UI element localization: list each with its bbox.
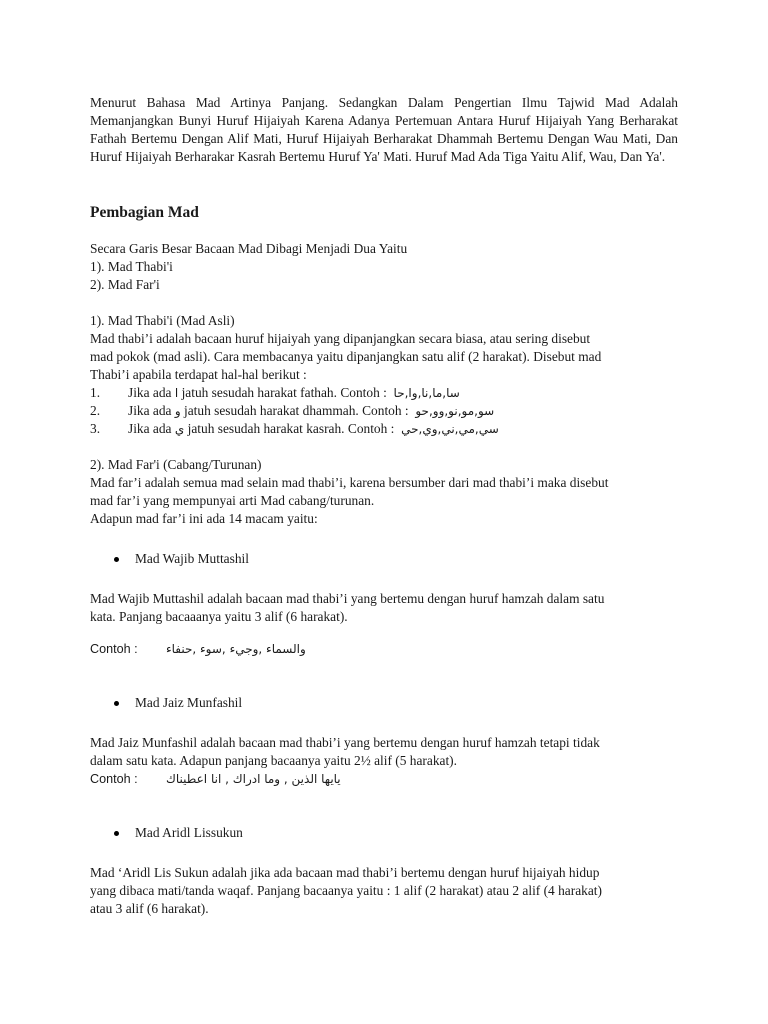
bullet-icon (114, 831, 119, 836)
intro-paragraph: Menurut Bahasa Mad Artinya Panjang. Sedangkan Dalam Pengertian Ilmu Tajwid Mad Adalah Memanjangkan Bunyi Huruf Hijaiyah Karena Adanya Pertemuan Antara Huruf Hijaiyah Yang Berharakat Fathah Bertemu Dengan Alif Mati, Huruf Hijaiyah Berharakat Dhammah Bertemu Dengan Wau Mati, Dan Huruf Hijaiyah Berharakar Kasrah Bertemu Huruf Ya' Mati. Huruf Mad Ada Tiga Yaitu Alif, Wau, Dan Ya'. (90, 95, 678, 164)
bullet-item-jaiz-munfashil (90, 694, 678, 712)
rule-letter: ي (174, 422, 185, 436)
rule-pre: Jika ada (128, 403, 172, 418)
contoh-value: والسماء ,وجيء ,سوء ,حنفاء (166, 642, 306, 656)
rule-letter: و (174, 404, 181, 418)
bullet-label: Mad Jaiz Munfashil (135, 695, 243, 710)
contoh-label: Contoh : (90, 642, 138, 656)
rule-text (128, 420, 499, 438)
rule-pre: Jika ada (128, 385, 172, 400)
rule-text (128, 384, 460, 402)
document-page (90, 94, 678, 918)
section-line: atau 3 alif (6 harakat). (90, 901, 209, 916)
contoh-label: Contoh : (90, 772, 138, 786)
bullet-icon (114, 701, 119, 706)
thabii-rule (90, 402, 678, 420)
bullet-icon (114, 557, 119, 562)
section-line: Mad Jaiz Munfashil adalah bacaan mad thabi’i yang bertemu dengan huruf hamzah tetapi tidak (90, 735, 600, 750)
division-intro: Secara Garis Besar Bacaan Mad Dibagi Menjadi Dua Yaitu (90, 241, 408, 256)
thabii-rule (90, 420, 678, 438)
thabii-title: 1). Mad Thabi'i (Mad Asli) (90, 313, 235, 328)
rule-letter: ا (174, 386, 179, 400)
division-item-1: 1). Mad Thabi'i (90, 259, 173, 274)
section-line: Mad Wajib Muttashil adalah bacaan mad thabi’i yang bertemu dengan huruf hamzah dalam satu (90, 591, 605, 606)
rule-example: سي,مي,ني,وي,حي (401, 422, 499, 436)
division-block (90, 240, 678, 294)
thabii-line: mad pokok (mad asli). Cara membacanya yaitu dipanjangkan satu alif (2 harakat). Disebut mad (90, 349, 602, 364)
fari-block (90, 456, 678, 528)
section-line: kata. Panjang bacaaanya yaitu 3 alif (6 harakat). (90, 609, 348, 624)
rule-post: jatuh sesudah harakat kasrah. Contoh : (187, 421, 395, 436)
division-item-2: 2). Mad Far'i (90, 277, 160, 292)
rule-pre: Jika ada (128, 421, 172, 436)
bullet-item-aridl-lissukun (90, 824, 678, 842)
bullet-item-wajib-muttashil (90, 550, 678, 568)
rule-text (128, 402, 494, 420)
thabii-line: Mad thabi’i adalah bacaan huruf hijaiyah yang dipanjangkan secara biasa, atau sering disebut (90, 331, 591, 346)
fari-line: Mad far’i adalah semua mad selain mad thabi’i, karena bersumber dari mad thabi’i maka disebut (90, 475, 609, 490)
fari-line: Adapun mad far’i ini ada 14 macam yaitu: (90, 511, 318, 526)
bullet-label: Mad Aridl Lissukun (135, 825, 243, 840)
thabii-line: Thabi’i apabila terdapat hal-hal berikut : (90, 367, 307, 382)
rule-number: 3. (90, 421, 101, 436)
bullet-label: Mad Wajib Muttashil (135, 551, 249, 566)
rule-example: سا,ما,نا,وا,حا (393, 386, 460, 400)
thabii-rule (90, 384, 678, 402)
fari-line: mad far’i yang mempunyai arti Mad cabang/turunan. (90, 493, 375, 508)
section-line: Mad ‘Aridl Lis Sukun adalah jika ada bacaan mad thabi’i bertemu dengan huruf hijaiyah hidup (90, 865, 600, 880)
rule-post: jatuh sesudah harakat dhammah. Contoh : (184, 403, 409, 418)
contoh-row (90, 640, 678, 658)
section-heading: Pembagian Mad (90, 204, 199, 221)
contoh-value: يايها الذين , وما ادراك , انا اعطيناك (166, 772, 341, 786)
rule-number: 2. (90, 403, 101, 418)
section-line: dalam satu kata. Adapun panjang bacaanya yaitu 2½ alif (5 harakat). (90, 753, 457, 768)
section-line: yang dibaca mati/tanda waqaf. Panjang bacaanya yaitu : 1 alif (2 harakat) atau 2 alif (4 harakat) (90, 883, 602, 898)
rule-example: سو,مو,نو,وو,حو (415, 404, 495, 418)
fari-title: 2). Mad Far'i (Cabang/Turunan) (90, 457, 262, 472)
thabii-block (90, 312, 678, 438)
rule-post: jatuh sesudah harakat fathah. Contoh : (181, 385, 387, 400)
rule-number: 1. (90, 385, 101, 400)
contoh-row (90, 770, 678, 788)
